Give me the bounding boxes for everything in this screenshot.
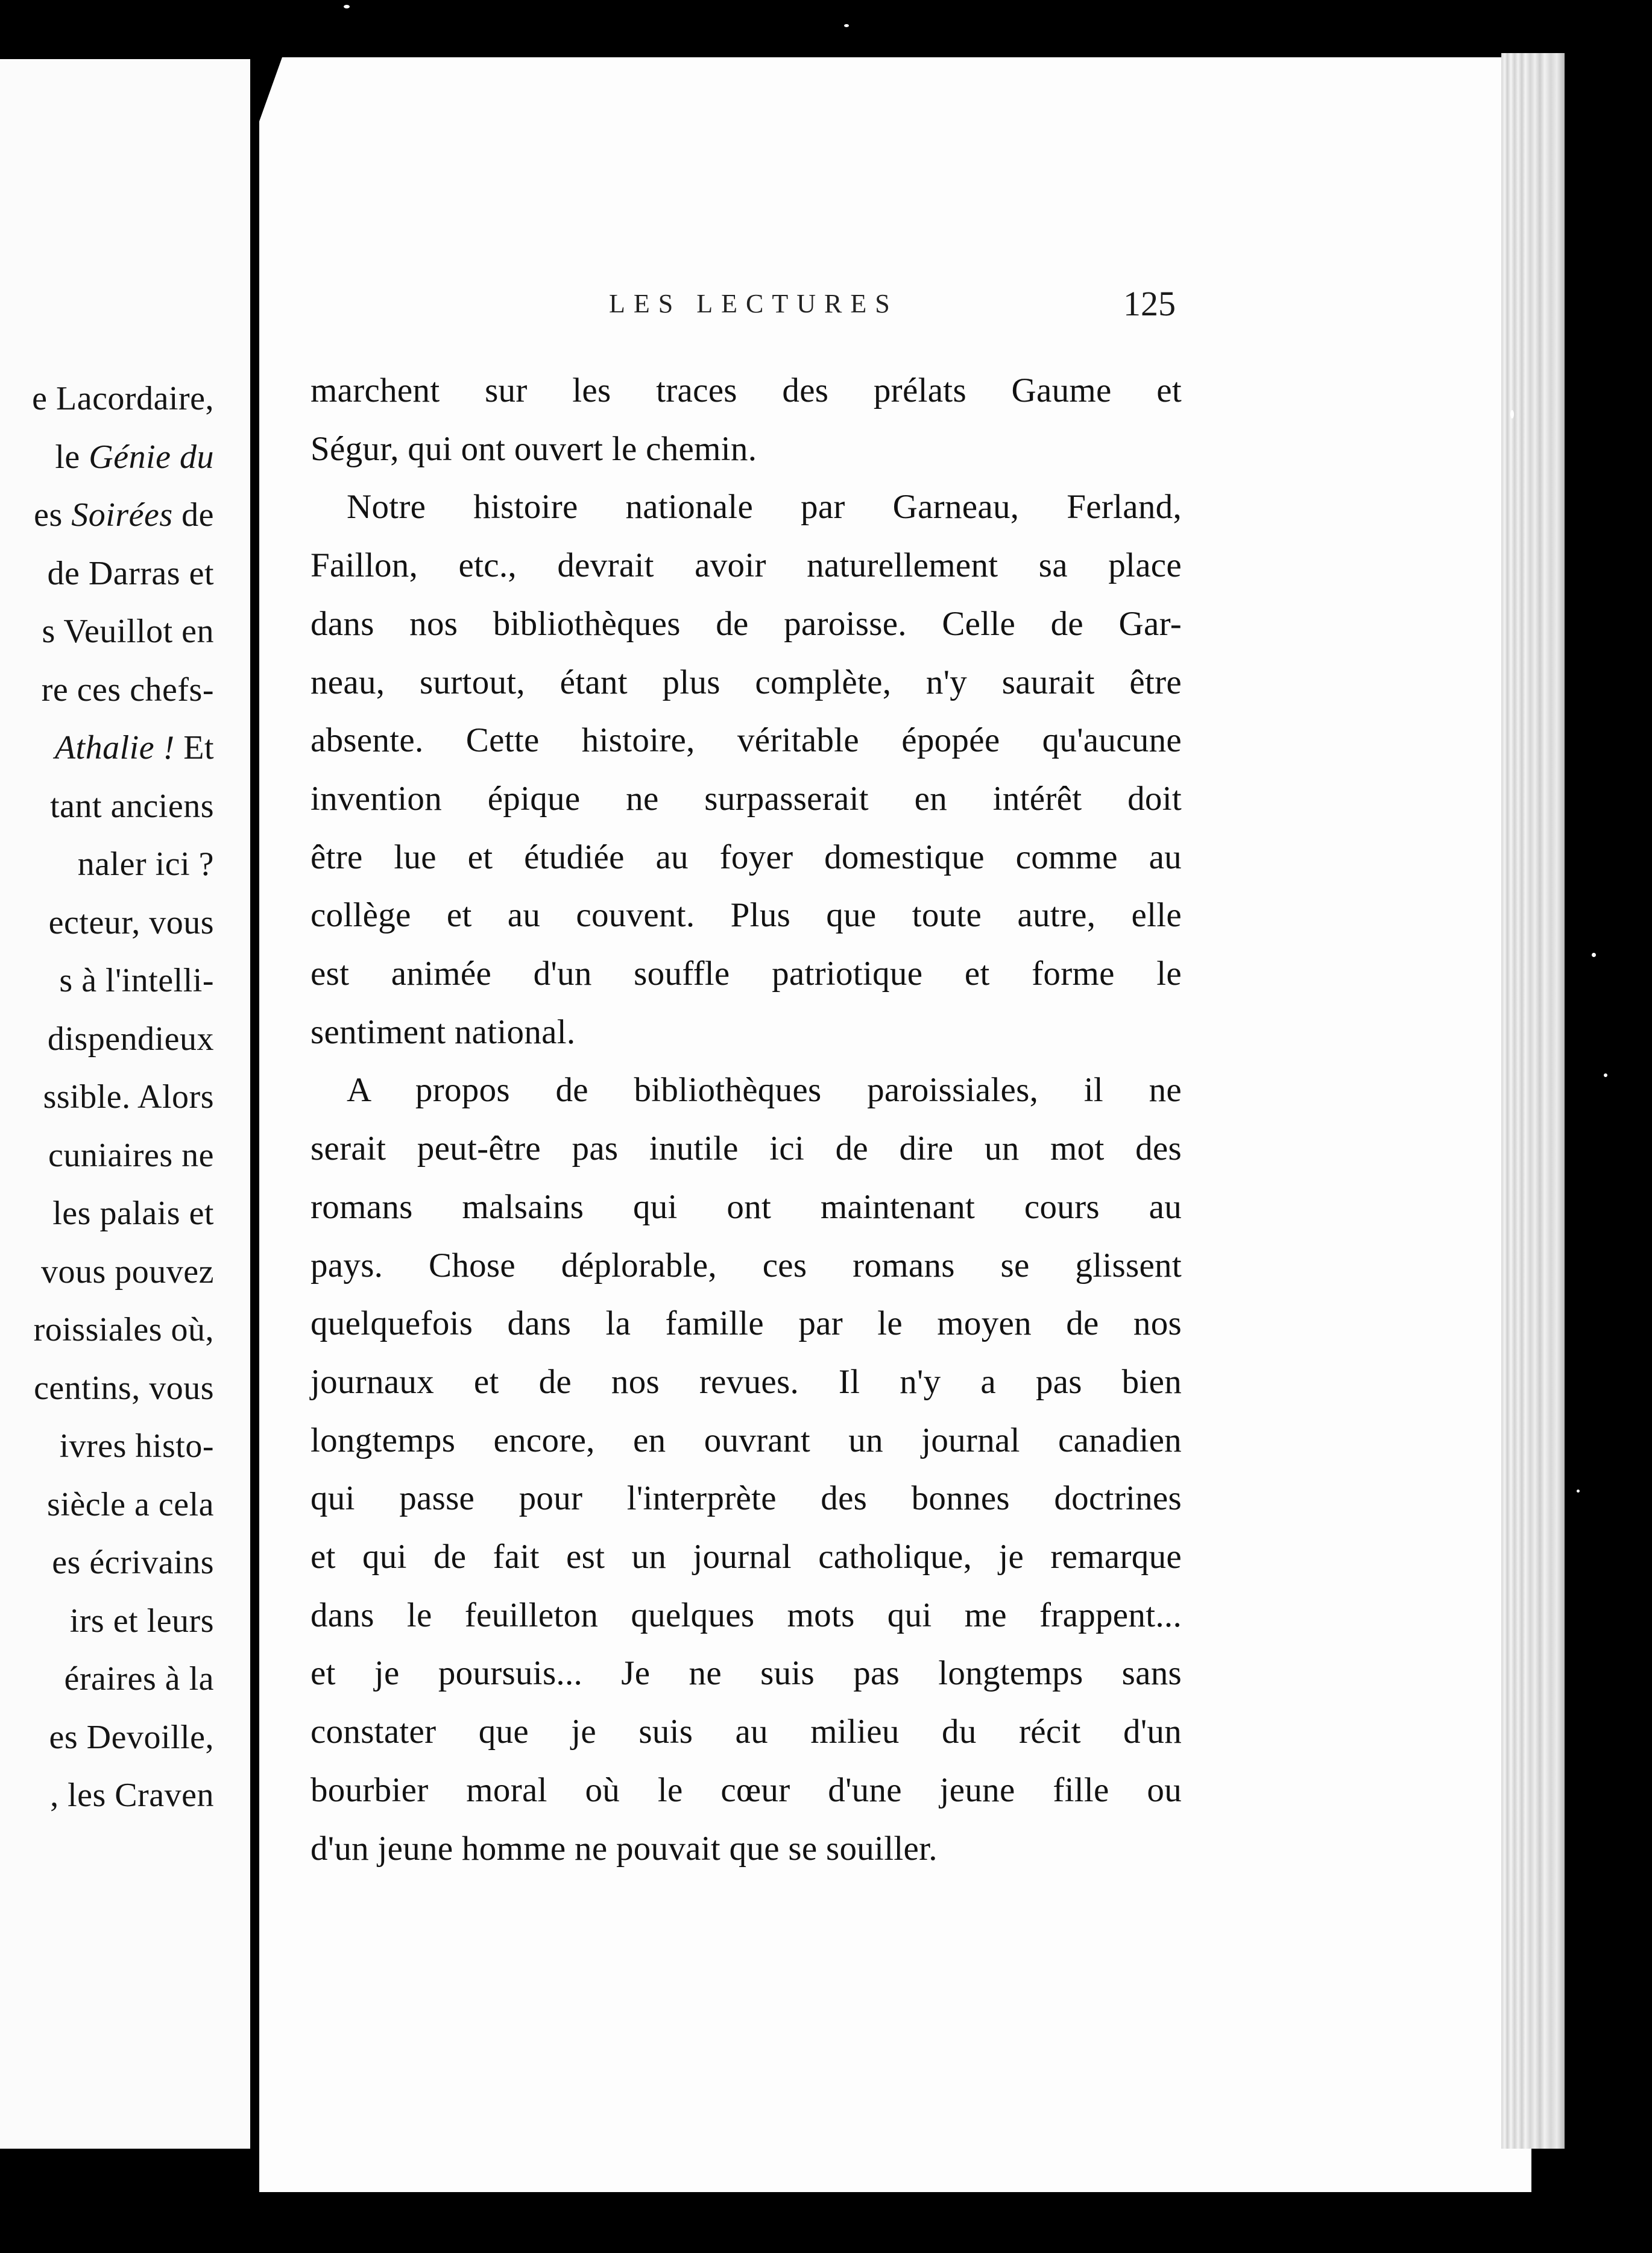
- left-text-fragment: le: [55, 438, 89, 476]
- text-line: est animée d'un souffle patriotique et forme le: [311, 955, 1182, 993]
- text-line: et qui de fait est un journal catholique, je remarque: [311, 1538, 1182, 1576]
- scan-speck: [1510, 410, 1514, 419]
- text-line: constater que je suis au milieu du récit d'un: [311, 1713, 1182, 1751]
- left-text-fragment: ecteur, vous: [48, 903, 214, 941]
- left-text-line: [0, 1068, 214, 1126]
- left-text-line: [0, 1650, 214, 1708]
- left-page-text: [0, 370, 214, 1825]
- left-text-fragment: s Veuillot en: [42, 613, 214, 650]
- left-text-fragment: es Devoille,: [49, 1718, 214, 1756]
- left-text-fragment: cuniaires ne: [48, 1136, 214, 1174]
- text-line: Ségur, qui ont ouvert le chemin.: [311, 429, 757, 468]
- left-text-line: [0, 370, 214, 428]
- left-text-line: [0, 1010, 214, 1069]
- left-text-fragment: siècle a cela: [47, 1485, 214, 1523]
- left-text-fragment: éraires à la: [64, 1660, 214, 1698]
- text-line: longtemps encore, en ouvrant un journal canadien: [311, 1421, 1182, 1459]
- left-text-fragment: tant anciens: [50, 787, 214, 825]
- page-edges: [1501, 53, 1565, 2149]
- left-text-line: [0, 1476, 214, 1534]
- left-text-fragment: naler ici ?: [77, 845, 214, 883]
- left-text-fragment: Athalie !: [54, 729, 175, 766]
- left-text-fragment: ivres histo-: [59, 1427, 214, 1465]
- scan-speck: [844, 24, 849, 27]
- left-text-fragment: e Lacordaire,: [32, 380, 214, 417]
- left-text-line: [0, 1126, 214, 1185]
- left-text-fragment: de Darras et: [47, 554, 214, 592]
- text-line: dans nos bibliothèques de paroisse. Celle de Gar-: [311, 604, 1182, 643]
- left-text-line: [0, 1417, 214, 1476]
- text-line: sentiment national.: [311, 1013, 576, 1051]
- text-line: marchent sur les traces des prélats Gaume et: [311, 371, 1182, 409]
- left-text-fragment: , les Craven: [50, 1777, 214, 1814]
- left-text-line: [0, 777, 214, 836]
- text-line: être lue et étudiée au foyer domestique comme au: [311, 838, 1182, 876]
- text-line: romans malsains qui ont maintenant cours au: [311, 1187, 1182, 1226]
- left-text-line: [0, 545, 214, 603]
- left-text-fragment: roissiales où,: [33, 1311, 214, 1348]
- text-line: neau, surtout, étant plus complète, n'y saurait être: [311, 663, 1182, 701]
- left-text-fragment: s à l'intelli-: [59, 962, 214, 999]
- left-text-fragment: Soirées: [71, 496, 173, 534]
- text-line: Faillon, etc., devrait avoir naturellement sa place: [311, 546, 1182, 585]
- left-text-fragment: Et: [174, 729, 214, 766]
- left-text-line: [0, 1708, 214, 1767]
- text-line: serait peut-être pas inutile ici de dire un mot des: [311, 1130, 1182, 1168]
- text-line: d'un jeune homme ne pouvait que se souiller.: [311, 1829, 938, 1868]
- left-text-line: [0, 1243, 214, 1301]
- left-text-line: [0, 661, 214, 719]
- scan-speck: [1604, 1073, 1607, 1077]
- left-text-fragment: irs et leurs: [69, 1602, 214, 1640]
- left-text-line: [0, 1184, 214, 1243]
- page-number: 125: [1123, 284, 1176, 323]
- left-text-fragment: Génie du: [89, 438, 214, 476]
- left-text-fragment: les palais et: [52, 1195, 214, 1232]
- scan-speck: [1577, 1490, 1580, 1493]
- scan-speck: [1592, 953, 1596, 957]
- text-line: et je poursuis... Je ne suis pas longtemps sans: [311, 1654, 1182, 1693]
- left-text-line: [0, 1592, 214, 1651]
- left-page: [0, 59, 250, 2149]
- running-head-title: LES LECTURES: [609, 289, 898, 318]
- left-text-fragment: re ces chefs-: [41, 671, 214, 709]
- left-text-line: [0, 428, 214, 487]
- left-text-line: [0, 1301, 214, 1359]
- left-text-fragment: ssible. Alors: [43, 1078, 214, 1116]
- left-text-fragment: es écrivains: [52, 1544, 214, 1581]
- text-line: invention épique ne surpasserait en intérêt doit: [311, 779, 1182, 818]
- text-line: pays. Chose déplorable, ces romans se glissent: [311, 1246, 1182, 1284]
- text-line: bourbier moral où le cœur d'une jeune fille ou: [311, 1771, 1182, 1809]
- left-text-line: [0, 835, 214, 894]
- text-line: absente. Cette histoire, véritable épopée qu'aucune: [311, 721, 1182, 760]
- text-line: qui passe pour l'interprète des bonnes doctrines: [311, 1479, 1182, 1518]
- left-text-fragment: dispendieux: [47, 1020, 214, 1058]
- text-line: collège et au couvent. Plus que toute autre, elle: [311, 896, 1182, 935]
- left-text-line: [0, 719, 214, 777]
- left-text-fragment: es: [34, 496, 72, 534]
- text-line: A propos de bibliothèques paroissiales, il ne: [347, 1071, 1182, 1110]
- text-line: journaux et de nos revues. Il n'y a pas bien: [311, 1362, 1182, 1401]
- running-head: [609, 283, 1176, 332]
- text-line: dans le feuilleton quelques mots qui me frappent...: [311, 1596, 1182, 1634]
- left-text-fragment: vous pouvez: [40, 1253, 214, 1291]
- scan-speck: [344, 5, 350, 8]
- left-text-line: [0, 1766, 214, 1825]
- left-text-line: [0, 952, 214, 1010]
- left-text-line: [0, 486, 214, 545]
- left-text-fragment: centins, vous: [34, 1369, 214, 1407]
- left-text-line: [0, 1534, 214, 1592]
- text-line: Notre histoire nationale par Garneau, Ferland,: [347, 488, 1182, 526]
- body-text: [311, 362, 1182, 1878]
- left-text-line: [0, 602, 214, 661]
- text-line: quelquefois dans la famille par le moyen de nos: [311, 1304, 1182, 1343]
- left-text-fragment: de: [172, 496, 214, 534]
- left-text-line: [0, 894, 214, 952]
- left-text-line: [0, 1359, 214, 1418]
